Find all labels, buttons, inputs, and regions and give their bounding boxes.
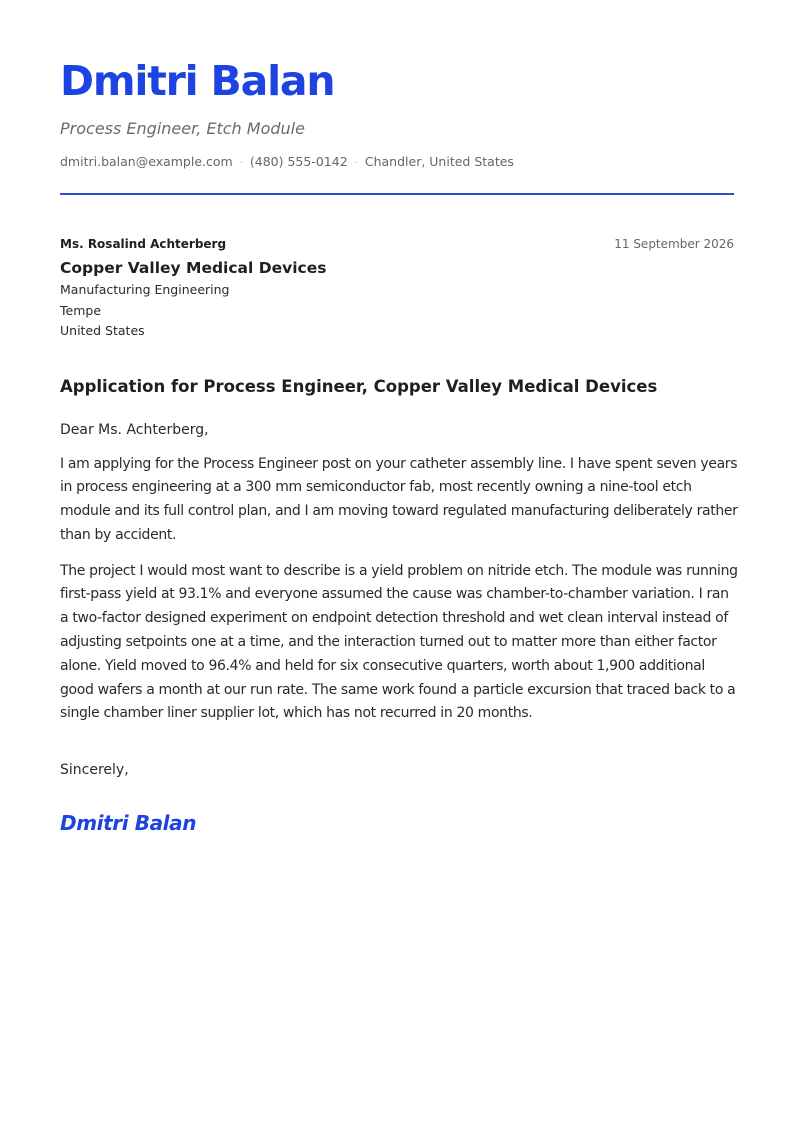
recipient-company: Copper Valley Medical Devices: [60, 259, 327, 277]
contact-separator: ·: [354, 158, 358, 169]
recipient-block: [60, 235, 734, 342]
sender-phone[interactable]: (480) 555-0142: [249, 154, 348, 169]
contact-line: [60, 153, 734, 173]
recipient-address-line: United States: [60, 323, 145, 338]
header-divider: [60, 193, 734, 195]
body-paragraph: The project I would most want to describe is a yield problem on nitride etch. The module was running first-pass yield at 93.1% and everyone assumed the cause was chamber-to-chamber variation. I ran a two-factor designed experiment on endpoint detection threshold and wet clean interval instead of adjusting setpoints one at a time, and the interaction turned out to matter more than either factor alone. Yield moved to 96.4% and held for six consecutive quarters, worth about 1,900 additional good wafers a month at our run rate. The same work found a particle excursion that traced back to a single chamber liner supplier lot, which has not recurred in 20 months.: [60, 562, 738, 722]
sender-location: Chandler, United States: [364, 154, 514, 169]
body-paragraph: I am applying for the Process Engineer post on your catheter assembly line. I have spent seven years in process engineering at a 300 mm semiconductor fab, most recently owning a nine-tool etch module and its full control plan, and I am moving toward regulated manufacturing deliberately rather than by accident.: [60, 455, 738, 543]
sender-title: Process Engineer, Etch Module: [60, 119, 305, 138]
recipient-address-line: Manufacturing Engineering: [60, 282, 230, 297]
salutation: Dear Ms. Achterberg,: [60, 421, 209, 438]
recipient-name: Ms. Rosalind Achterberg: [60, 237, 227, 251]
sender-email[interactable]: dmitri.balan@example.com: [60, 154, 233, 169]
contact-separator: ·: [239, 158, 243, 169]
letter-subject: Application for Process Engineer, Copper Valley Medical Devices: [60, 376, 658, 396]
letter-date: 11 September 2026: [614, 237, 734, 251]
signature: Dmitri Balan: [60, 811, 197, 836]
sender-name: Dmitri Balan: [60, 57, 335, 105]
closing: Sincerely,: [60, 762, 129, 779]
letter-header: [60, 56, 734, 195]
recipient-address-line: Tempe: [60, 302, 102, 318]
